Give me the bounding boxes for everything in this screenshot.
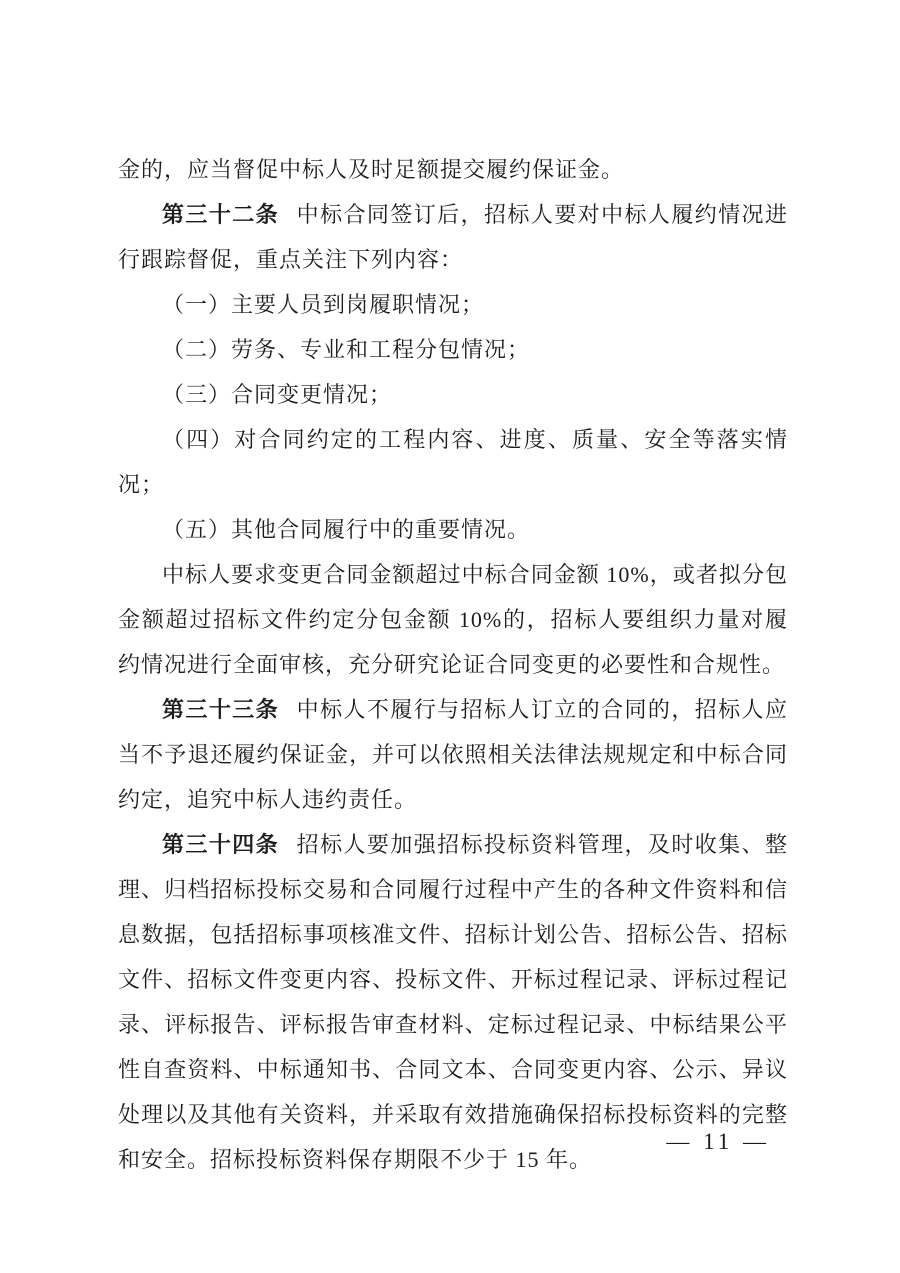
- list-item-1: （一）主要人员到岗履职情况；: [162, 292, 485, 317]
- article-34-number: 第三十四条: [162, 832, 280, 857]
- paragraph-contract-change: 中标人要求变更合同金额超过中标合同金额 10%，或者拟分包金额超过招标文件约定分包金额 10%的，招标人要组织力量对履约情况进行全面审核，充分研究论证合同变更的必要性和合规性。: [118, 562, 788, 677]
- article-34-text: 招标人要加强招标投标资料管理，及时收集、整理、归档招标投标交易和合同履行过程中产生的各种文件资料和信息数据，包括招标事项核准文件、招标计划公告、招标公告、招标文件、招标文件变更内容、投标文件、开标过程记录、评标过程记录、评标报告、评标报告审查材料、定标过程记录、中标结果公平性自查资料、中标通知书、合同文本、合同变更内容、公示、异议处理以及其他有关资料，并采取有效措施确保招标投标资料的完整和安全。招标投标资料保存期限不少于 15 年。: [118, 832, 788, 1172]
- paragraph-article-32: [118, 192, 788, 282]
- list-item-3: （三）合同变更情况；: [162, 382, 393, 407]
- paragraph-continuation: 金的，应当督促中标人及时足额提交履约保证金。: [118, 157, 625, 182]
- list-item-2: （二）劳务、专业和工程分包情况；: [162, 337, 531, 362]
- list-item-4: （四）对合同约定的工程内容、进度、质量、安全等落实情况；: [118, 427, 788, 497]
- page-footer: [666, 1126, 770, 1158]
- list-item-5: （五）其他合同履行中的重要情况。: [162, 517, 531, 542]
- article-32-number: 第三十二条: [162, 202, 280, 227]
- page-number: — 11 —: [666, 1129, 770, 1154]
- article-33-text: 中标人不履行与招标人订立的合同的，招标人应当不予退还履约保证金，并可以依照相关法律法规规定和中标合同约定，追究中标人违约责任。: [118, 697, 788, 812]
- paragraph-article-33: [118, 687, 788, 822]
- article-32-text: 中标合同签订后，招标人要对中标人履约情况进行跟踪督促，重点关注下列内容：: [118, 202, 788, 272]
- article-33-number: 第三十三条: [162, 697, 280, 722]
